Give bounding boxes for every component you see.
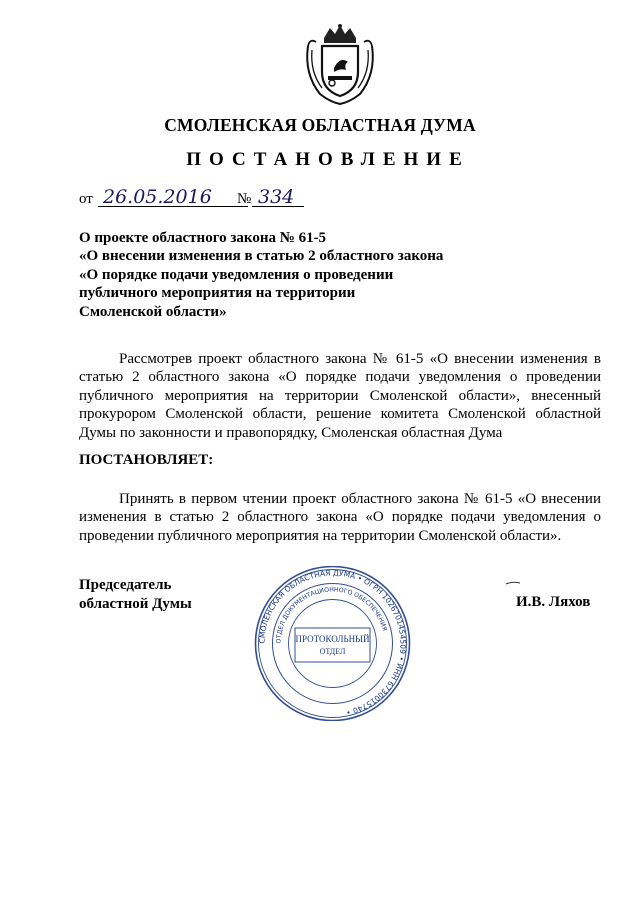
- handwritten-date: 26.05.2016: [103, 186, 212, 208]
- signer-title: [79, 576, 192, 613]
- coat-of-arms-emblem: [300, 24, 380, 106]
- organization-name: СМОЛЕНСКАЯ ОБЛАСТНАЯ ДУМА: [164, 115, 476, 135]
- resolve-heading: ПОСТАНОВЛЯЕТ:: [79, 452, 214, 468]
- title-line: «О внесении изменения в статью 2 областного закона: [79, 248, 444, 265]
- handwritten-number: 334: [258, 186, 295, 208]
- title-line: Смоленской области»: [79, 303, 227, 320]
- stamp-center-line: ПРОТОКОЛЬНЫЙ: [295, 634, 370, 644]
- stamp-inner-ring-text: ОТДЕЛ ДОКУМЕНТАЦИОННОГО ОБЕСПЕЧЕНИЯ: [275, 586, 388, 644]
- document-type-heading: ПОСТАНОВЛЕНИЕ: [186, 149, 470, 170]
- title-line: публичного мероприятия на территории: [79, 285, 356, 302]
- signature-mark: [505, 580, 521, 586]
- stamp-ring-text: СМОЛЕНСКАЯ ОБЛАСТНАЯ ДУМА • ОГРН 1026701454509 • ИНН 6730015740 •: [257, 568, 408, 718]
- official-seal-stamp: [245, 566, 420, 721]
- stamp-center-line: ОТДЕЛ: [319, 647, 346, 656]
- number-label: №: [237, 191, 252, 207]
- title-line: «О порядке подачи уведомления о проведении: [79, 266, 394, 283]
- signer-title-line: Председатель: [79, 577, 172, 593]
- title-line: О проекте областного закона № 61-5: [79, 230, 327, 246]
- preamble-paragraph: Рассмотрев проект областного закона № 61-5 «О внесении изменения в статью 2 областного закона «О порядке подачи уведомления о проведении публичного мероприятия на территории Смоленской области», внесенный прокурором Смоленской области, решение комитета Смоленской областной Думы по законности и правопорядку, Смоленская областная Дума: [79, 351, 601, 441]
- resolution-paragraph: Принять в первом чтении проект областного закона № 61-5 «О внесении изменения в статью 2 областного закона «О порядке подачи уведомления о проведении публичного мероприятия на территории Смоленской области».: [79, 491, 601, 544]
- document-title: [79, 229, 499, 321]
- signer-title-line: областной Думы: [79, 595, 192, 612]
- date-prefix-label: от: [79, 191, 93, 207]
- date-number-line: [79, 186, 339, 210]
- signer-name: И.В. Ляхов: [516, 594, 591, 610]
